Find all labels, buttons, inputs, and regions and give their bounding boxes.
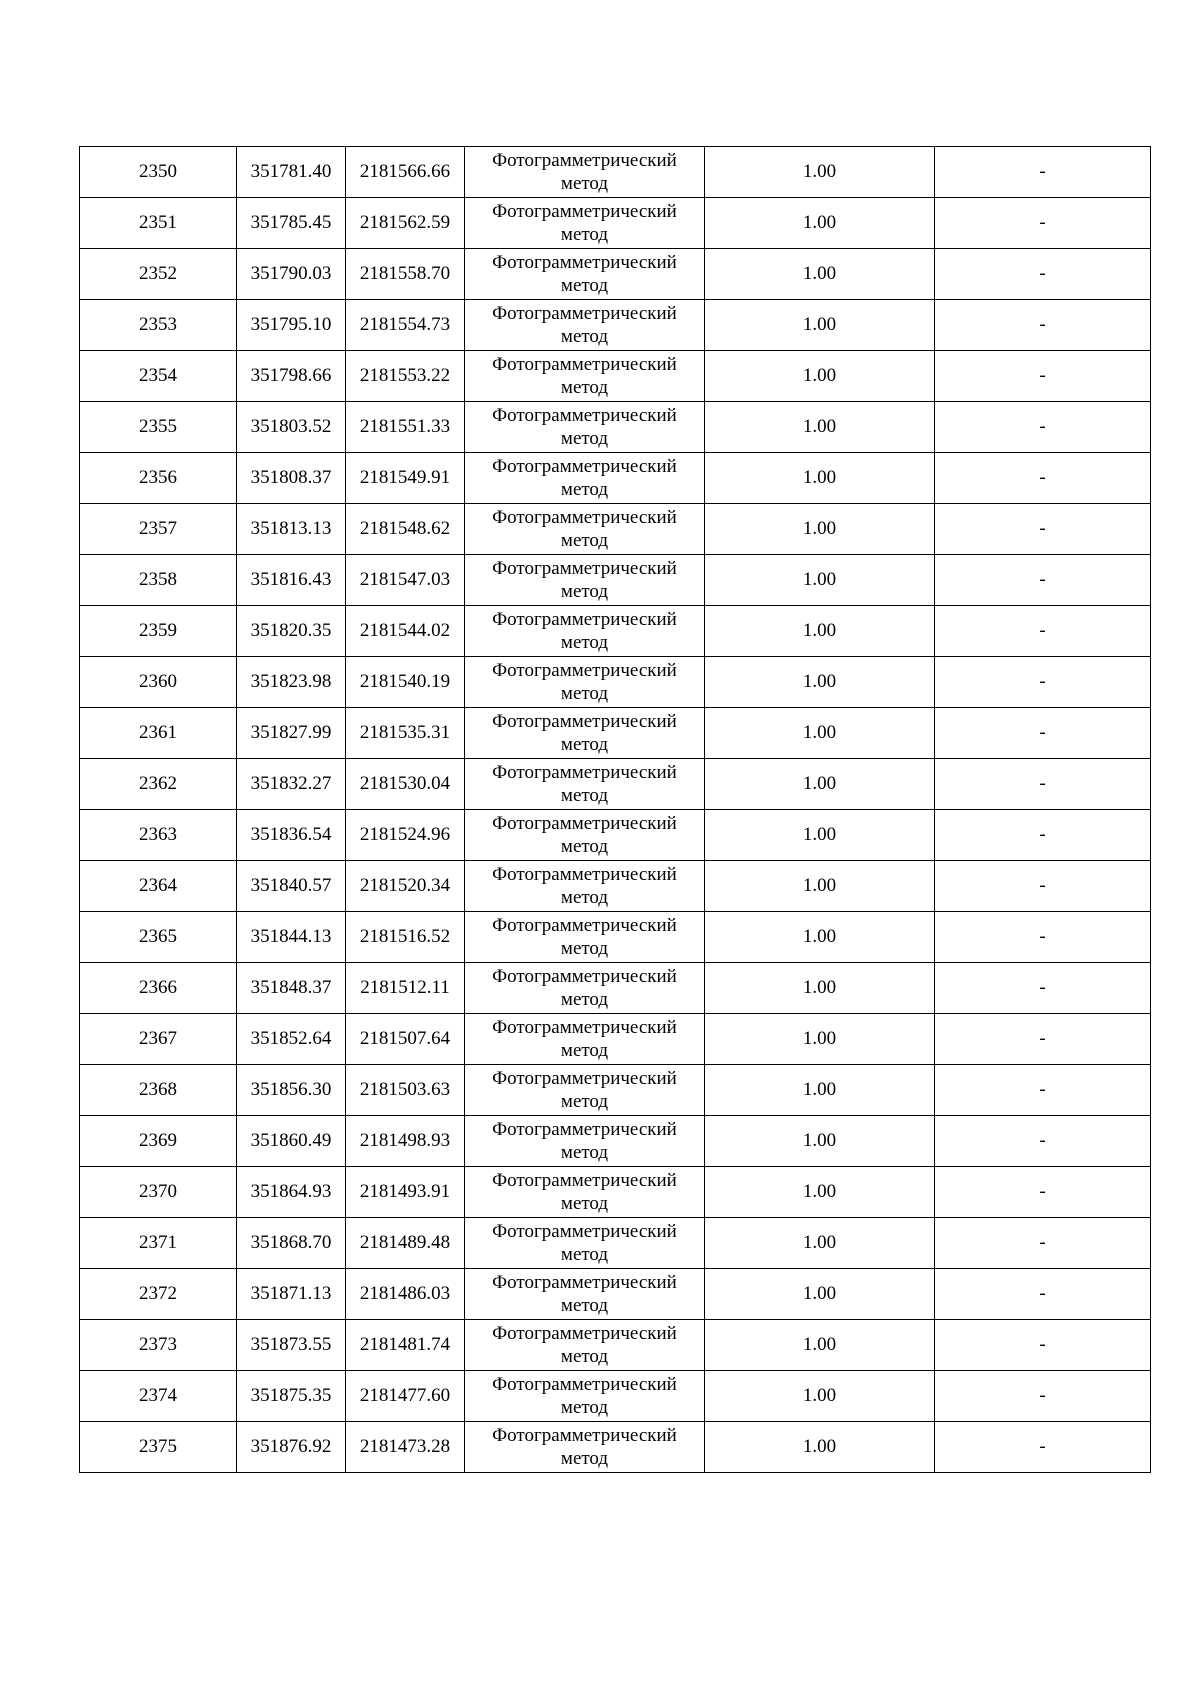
x-coordinate-cell: 351860.49 bbox=[237, 1116, 346, 1167]
accuracy-cell: 1.00 bbox=[705, 1320, 935, 1371]
x-coordinate-cell: 351873.55 bbox=[237, 1320, 346, 1371]
accuracy-cell: 1.00 bbox=[705, 555, 935, 606]
table-row bbox=[80, 351, 1151, 402]
note-cell: - bbox=[935, 708, 1151, 759]
method-cell bbox=[465, 198, 705, 249]
note-cell: - bbox=[935, 555, 1151, 606]
x-coordinate-cell: 351848.37 bbox=[237, 963, 346, 1014]
accuracy-cell: 1.00 bbox=[705, 402, 935, 453]
method-line-1: Фотограмметрический bbox=[492, 813, 677, 834]
method-line-2: метод bbox=[560, 938, 609, 959]
method-cell bbox=[465, 555, 705, 606]
method-line-2: метод bbox=[560, 683, 609, 704]
y-coordinate-cell: 2181477.60 bbox=[346, 1371, 465, 1422]
accuracy-cell: 1.00 bbox=[705, 1422, 935, 1473]
point-number-cell: 2354 bbox=[80, 351, 237, 402]
method-line-1: Фотограмметрический bbox=[492, 456, 677, 477]
point-number-cell: 2359 bbox=[80, 606, 237, 657]
x-coordinate-cell: 351852.64 bbox=[237, 1014, 346, 1065]
table-row bbox=[80, 810, 1151, 861]
y-coordinate-cell: 2181507.64 bbox=[346, 1014, 465, 1065]
method-cell bbox=[465, 1116, 705, 1167]
x-coordinate-cell: 351832.27 bbox=[237, 759, 346, 810]
y-coordinate-cell: 2181566.66 bbox=[346, 147, 465, 198]
note-cell: - bbox=[935, 810, 1151, 861]
method-line-1: Фотограмметрический bbox=[492, 558, 677, 579]
accuracy-cell: 1.00 bbox=[705, 351, 935, 402]
x-coordinate-cell: 351820.35 bbox=[237, 606, 346, 657]
method-line-2: метод bbox=[560, 1040, 609, 1061]
x-coordinate-cell: 351836.54 bbox=[237, 810, 346, 861]
table-row bbox=[80, 1269, 1151, 1320]
method-cell bbox=[465, 351, 705, 402]
x-coordinate-cell: 351816.43 bbox=[237, 555, 346, 606]
method-line-2: метод bbox=[560, 1346, 609, 1367]
method-line-1: Фотограмметрический bbox=[492, 354, 677, 375]
method-line-1: Фотограмметрический bbox=[492, 609, 677, 630]
accuracy-cell: 1.00 bbox=[705, 1269, 935, 1320]
point-number-cell: 2365 bbox=[80, 912, 237, 963]
accuracy-cell: 1.00 bbox=[705, 1116, 935, 1167]
method-line-2: метод bbox=[560, 173, 609, 194]
method-line-2: метод bbox=[560, 632, 609, 653]
method-cell bbox=[465, 147, 705, 198]
y-coordinate-cell: 2181486.03 bbox=[346, 1269, 465, 1320]
table-row bbox=[80, 861, 1151, 912]
method-line-1: Фотограмметрический bbox=[492, 660, 677, 681]
note-cell: - bbox=[935, 1422, 1151, 1473]
point-number-cell: 2351 bbox=[80, 198, 237, 249]
y-coordinate-cell: 2181516.52 bbox=[346, 912, 465, 963]
x-coordinate-cell: 351840.57 bbox=[237, 861, 346, 912]
method-line-2: метод bbox=[560, 785, 609, 806]
y-coordinate-cell: 2181554.73 bbox=[346, 300, 465, 351]
table-row bbox=[80, 249, 1151, 300]
method-line-1: Фотограмметрический bbox=[492, 1017, 677, 1038]
note-cell: - bbox=[935, 1065, 1151, 1116]
y-coordinate-cell: 2181562.59 bbox=[346, 198, 465, 249]
point-number-cell: 2364 bbox=[80, 861, 237, 912]
method-cell bbox=[465, 759, 705, 810]
accuracy-cell: 1.00 bbox=[705, 1014, 935, 1065]
note-cell: - bbox=[935, 249, 1151, 300]
method-cell bbox=[465, 912, 705, 963]
method-cell bbox=[465, 1218, 705, 1269]
table-row bbox=[80, 147, 1151, 198]
method-line-1: Фотограмметрический bbox=[492, 762, 677, 783]
y-coordinate-cell: 2181558.70 bbox=[346, 249, 465, 300]
point-number-cell: 2360 bbox=[80, 657, 237, 708]
y-coordinate-cell: 2181553.22 bbox=[346, 351, 465, 402]
x-coordinate-cell: 351808.37 bbox=[237, 453, 346, 504]
point-number-cell: 2353 bbox=[80, 300, 237, 351]
accuracy-cell: 1.00 bbox=[705, 759, 935, 810]
table-row bbox=[80, 1371, 1151, 1422]
table-row bbox=[80, 1320, 1151, 1371]
note-cell: - bbox=[935, 453, 1151, 504]
note-cell: - bbox=[935, 300, 1151, 351]
x-coordinate-cell: 351798.66 bbox=[237, 351, 346, 402]
note-cell: - bbox=[935, 1167, 1151, 1218]
accuracy-cell: 1.00 bbox=[705, 300, 935, 351]
x-coordinate-cell: 351827.99 bbox=[237, 708, 346, 759]
point-number-cell: 2363 bbox=[80, 810, 237, 861]
point-number-cell: 2372 bbox=[80, 1269, 237, 1320]
method-line-2: метод bbox=[560, 326, 609, 347]
point-number-cell: 2375 bbox=[80, 1422, 237, 1473]
table-row bbox=[80, 198, 1151, 249]
y-coordinate-cell: 2181493.91 bbox=[346, 1167, 465, 1218]
point-number-cell: 2361 bbox=[80, 708, 237, 759]
y-coordinate-cell: 2181481.74 bbox=[346, 1320, 465, 1371]
method-cell bbox=[465, 861, 705, 912]
method-line-1: Фотограмметрический bbox=[492, 966, 677, 987]
x-coordinate-cell: 351785.45 bbox=[237, 198, 346, 249]
y-coordinate-cell: 2181520.34 bbox=[346, 861, 465, 912]
accuracy-cell: 1.00 bbox=[705, 606, 935, 657]
table-row bbox=[80, 402, 1151, 453]
table-row bbox=[80, 963, 1151, 1014]
point-number-cell: 2370 bbox=[80, 1167, 237, 1218]
point-number-cell: 2367 bbox=[80, 1014, 237, 1065]
method-cell bbox=[465, 1320, 705, 1371]
note-cell: - bbox=[935, 912, 1151, 963]
x-coordinate-cell: 351781.40 bbox=[237, 147, 346, 198]
method-line-1: Фотограмметрический bbox=[492, 1374, 677, 1395]
method-line-1: Фотограмметрический bbox=[492, 1323, 677, 1344]
accuracy-cell: 1.00 bbox=[705, 249, 935, 300]
method-line-1: Фотограмметрический bbox=[492, 252, 677, 273]
method-cell bbox=[465, 657, 705, 708]
note-cell: - bbox=[935, 606, 1151, 657]
note-cell: - bbox=[935, 1014, 1151, 1065]
method-line-1: Фотограмметрический bbox=[492, 711, 677, 732]
accuracy-cell: 1.00 bbox=[705, 912, 935, 963]
note-cell: - bbox=[935, 1116, 1151, 1167]
accuracy-cell: 1.00 bbox=[705, 504, 935, 555]
table-row bbox=[80, 555, 1151, 606]
method-line-2: метод bbox=[560, 1448, 609, 1469]
x-coordinate-cell: 351813.13 bbox=[237, 504, 346, 555]
method-cell bbox=[465, 1065, 705, 1116]
method-line-1: Фотограмметрический bbox=[492, 507, 677, 528]
table-row bbox=[80, 1218, 1151, 1269]
accuracy-cell: 1.00 bbox=[705, 861, 935, 912]
point-number-cell: 2355 bbox=[80, 402, 237, 453]
accuracy-cell: 1.00 bbox=[705, 147, 935, 198]
accuracy-cell: 1.00 bbox=[705, 810, 935, 861]
note-cell: - bbox=[935, 402, 1151, 453]
accuracy-cell: 1.00 bbox=[705, 198, 935, 249]
note-cell: - bbox=[935, 759, 1151, 810]
accuracy-cell: 1.00 bbox=[705, 1065, 935, 1116]
method-line-1: Фотограмметрический bbox=[492, 1425, 677, 1446]
x-coordinate-cell: 351803.52 bbox=[237, 402, 346, 453]
x-coordinate-cell: 351871.13 bbox=[237, 1269, 346, 1320]
method-line-1: Фотограмметрический bbox=[492, 150, 677, 171]
point-number-cell: 2371 bbox=[80, 1218, 237, 1269]
point-number-cell: 2368 bbox=[80, 1065, 237, 1116]
method-cell bbox=[465, 300, 705, 351]
note-cell: - bbox=[935, 504, 1151, 555]
note-cell: - bbox=[935, 861, 1151, 912]
method-line-2: метод bbox=[560, 1244, 609, 1265]
y-coordinate-cell: 2181498.93 bbox=[346, 1116, 465, 1167]
note-cell: - bbox=[935, 351, 1151, 402]
table-row bbox=[80, 606, 1151, 657]
table-row bbox=[80, 1116, 1151, 1167]
method-cell bbox=[465, 708, 705, 759]
method-line-2: метод bbox=[560, 1142, 609, 1163]
table-row bbox=[80, 759, 1151, 810]
method-line-2: метод bbox=[560, 224, 609, 245]
method-cell bbox=[465, 453, 705, 504]
method-line-2: метод bbox=[560, 1091, 609, 1112]
method-line-1: Фотограмметрический bbox=[492, 1272, 677, 1293]
accuracy-cell: 1.00 bbox=[705, 453, 935, 504]
y-coordinate-cell: 2181544.02 bbox=[346, 606, 465, 657]
y-coordinate-cell: 2181540.19 bbox=[346, 657, 465, 708]
coordinates-table-body bbox=[80, 147, 1151, 1473]
table-row bbox=[80, 1422, 1151, 1473]
table-row bbox=[80, 1167, 1151, 1218]
method-cell bbox=[465, 1269, 705, 1320]
point-number-cell: 2366 bbox=[80, 963, 237, 1014]
table-row bbox=[80, 504, 1151, 555]
x-coordinate-cell: 351823.98 bbox=[237, 657, 346, 708]
x-coordinate-cell: 351790.03 bbox=[237, 249, 346, 300]
x-coordinate-cell: 351844.13 bbox=[237, 912, 346, 963]
x-coordinate-cell: 351856.30 bbox=[237, 1065, 346, 1116]
y-coordinate-cell: 2181548.62 bbox=[346, 504, 465, 555]
accuracy-cell: 1.00 bbox=[705, 963, 935, 1014]
y-coordinate-cell: 2181547.03 bbox=[346, 555, 465, 606]
coordinates-table bbox=[79, 146, 1151, 1473]
accuracy-cell: 1.00 bbox=[705, 1218, 935, 1269]
x-coordinate-cell: 351864.93 bbox=[237, 1167, 346, 1218]
note-cell: - bbox=[935, 963, 1151, 1014]
method-line-1: Фотограмметрический bbox=[492, 1119, 677, 1140]
table-row bbox=[80, 1065, 1151, 1116]
y-coordinate-cell: 2181503.63 bbox=[346, 1065, 465, 1116]
point-number-cell: 2352 bbox=[80, 249, 237, 300]
point-number-cell: 2374 bbox=[80, 1371, 237, 1422]
method-line-2: метод bbox=[560, 1193, 609, 1214]
method-cell bbox=[465, 1422, 705, 1473]
note-cell: - bbox=[935, 1320, 1151, 1371]
method-cell bbox=[465, 1167, 705, 1218]
method-line-2: метод bbox=[560, 530, 609, 551]
method-line-1: Фотограмметрический bbox=[492, 303, 677, 324]
y-coordinate-cell: 2181549.91 bbox=[346, 453, 465, 504]
y-coordinate-cell: 2181489.48 bbox=[346, 1218, 465, 1269]
x-coordinate-cell: 351875.35 bbox=[237, 1371, 346, 1422]
method-cell bbox=[465, 606, 705, 657]
method-cell bbox=[465, 810, 705, 861]
point-number-cell: 2373 bbox=[80, 1320, 237, 1371]
method-line-1: Фотограмметрический bbox=[492, 1170, 677, 1191]
y-coordinate-cell: 2181512.11 bbox=[346, 963, 465, 1014]
method-line-1: Фотограмметрический bbox=[492, 405, 677, 426]
note-cell: - bbox=[935, 198, 1151, 249]
table-row bbox=[80, 1014, 1151, 1065]
y-coordinate-cell: 2181535.31 bbox=[346, 708, 465, 759]
method-line-2: метод bbox=[560, 836, 609, 857]
table-row bbox=[80, 912, 1151, 963]
note-cell: - bbox=[935, 1371, 1151, 1422]
method-line-2: метод bbox=[560, 479, 609, 500]
method-line-2: метод bbox=[560, 1397, 609, 1418]
method-line-2: метод bbox=[560, 989, 609, 1010]
point-number-cell: 2362 bbox=[80, 759, 237, 810]
point-number-cell: 2357 bbox=[80, 504, 237, 555]
method-line-2: метод bbox=[560, 275, 609, 296]
table-row bbox=[80, 453, 1151, 504]
accuracy-cell: 1.00 bbox=[705, 708, 935, 759]
method-line-1: Фотограмметрический bbox=[492, 915, 677, 936]
method-line-2: метод bbox=[560, 1295, 609, 1316]
method-line-2: метод bbox=[560, 377, 609, 398]
method-line-1: Фотограмметрический bbox=[492, 864, 677, 885]
x-coordinate-cell: 351876.92 bbox=[237, 1422, 346, 1473]
table-row bbox=[80, 657, 1151, 708]
method-cell bbox=[465, 963, 705, 1014]
method-line-1: Фотограмметрический bbox=[492, 201, 677, 222]
accuracy-cell: 1.00 bbox=[705, 1167, 935, 1218]
x-coordinate-cell: 351868.70 bbox=[237, 1218, 346, 1269]
accuracy-cell: 1.00 bbox=[705, 657, 935, 708]
point-number-cell: 2369 bbox=[80, 1116, 237, 1167]
table-row bbox=[80, 708, 1151, 759]
x-coordinate-cell: 351795.10 bbox=[237, 300, 346, 351]
method-line-2: метод bbox=[560, 887, 609, 908]
method-line-2: метод bbox=[560, 734, 609, 755]
method-line-2: метод bbox=[560, 428, 609, 449]
point-number-cell: 2356 bbox=[80, 453, 237, 504]
method-cell bbox=[465, 504, 705, 555]
point-number-cell: 2350 bbox=[80, 147, 237, 198]
note-cell: - bbox=[935, 657, 1151, 708]
y-coordinate-cell: 2181524.96 bbox=[346, 810, 465, 861]
method-cell bbox=[465, 1014, 705, 1065]
point-number-cell: 2358 bbox=[80, 555, 237, 606]
note-cell: - bbox=[935, 1269, 1151, 1320]
method-line-1: Фотограмметрический bbox=[492, 1068, 677, 1089]
y-coordinate-cell: 2181473.28 bbox=[346, 1422, 465, 1473]
note-cell: - bbox=[935, 147, 1151, 198]
method-cell bbox=[465, 1371, 705, 1422]
y-coordinate-cell: 2181551.33 bbox=[346, 402, 465, 453]
accuracy-cell: 1.00 bbox=[705, 1371, 935, 1422]
table-row bbox=[80, 300, 1151, 351]
method-cell bbox=[465, 249, 705, 300]
y-coordinate-cell: 2181530.04 bbox=[346, 759, 465, 810]
method-line-1: Фотограмметрический bbox=[492, 1221, 677, 1242]
method-line-2: метод bbox=[560, 581, 609, 602]
method-cell bbox=[465, 402, 705, 453]
note-cell: - bbox=[935, 1218, 1151, 1269]
